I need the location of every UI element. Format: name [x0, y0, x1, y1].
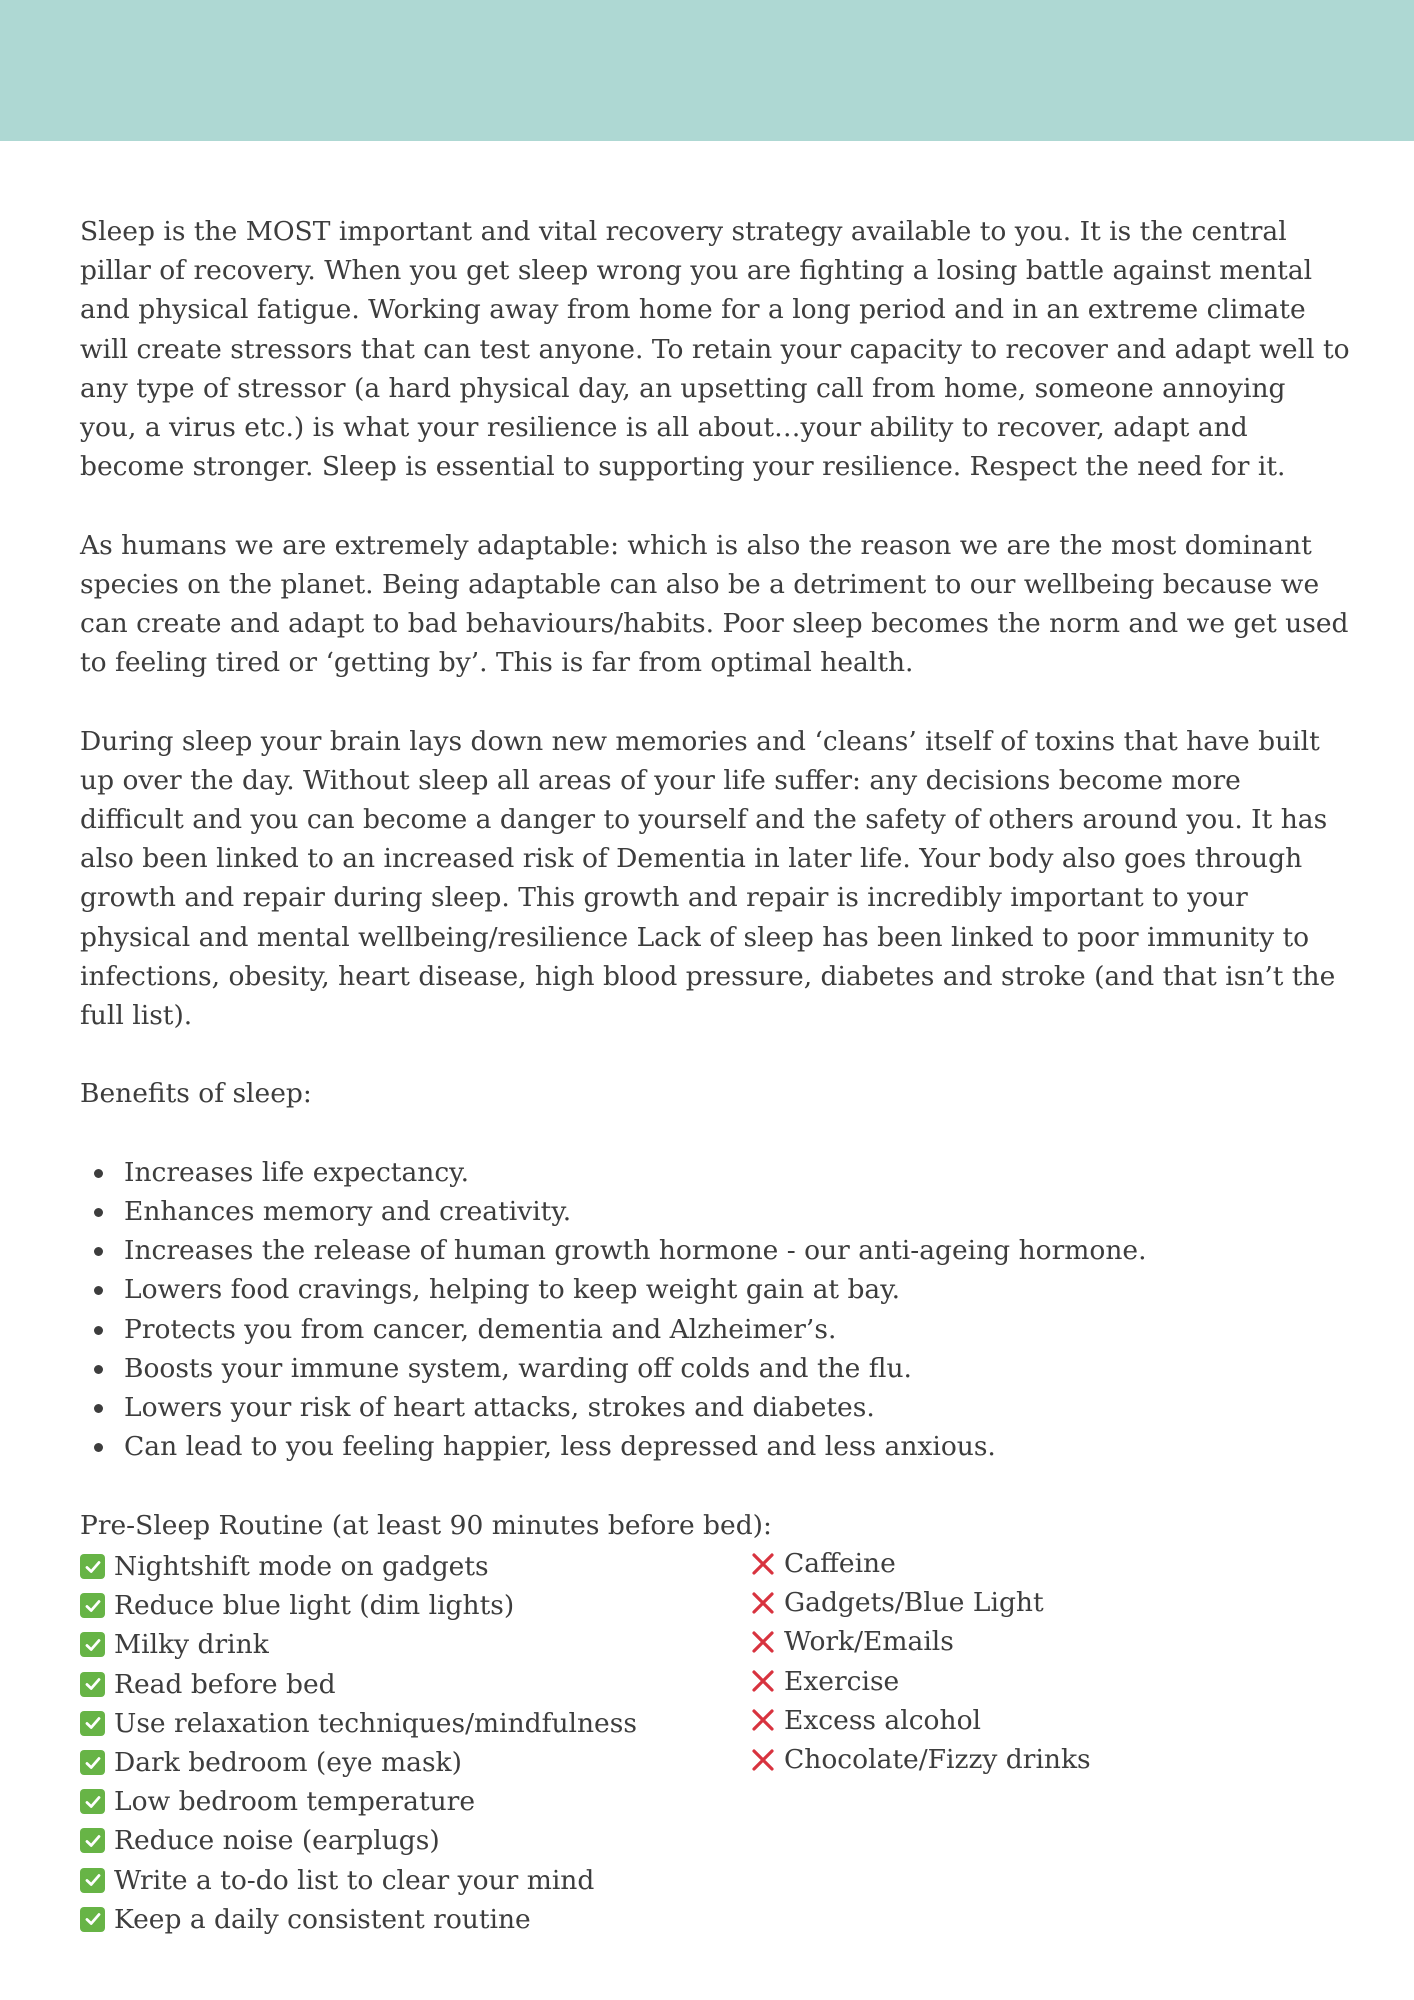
dont-item-label: Chocolate/Fizzy drinks [784, 1743, 1091, 1775]
check-icon [80, 1593, 105, 1618]
list-item [80, 1900, 720, 1939]
check-icon [80, 1750, 105, 1775]
dont-item-label: Caffeine [784, 1548, 896, 1579]
check-icon [80, 1868, 105, 1893]
list-item [750, 1740, 1270, 1779]
do-item-label: Read before bed [114, 1668, 336, 1700]
benefits-list [80, 1153, 1350, 1467]
list-item: Protects you from cancer, dementia and Alzheimer’s. [124, 1310, 1350, 1349]
check-icon [80, 1828, 105, 1853]
cross-icon [750, 1590, 776, 1616]
list-item [750, 1544, 1270, 1583]
dont-item-label: Gadgets/Blue Light [784, 1587, 1044, 1619]
list-item [80, 1547, 720, 1586]
check-icon [80, 1554, 105, 1579]
do-item-label: Write a to-do list to clear your mind [114, 1864, 595, 1896]
do-item-label: Nightshift mode on gadgets [114, 1551, 489, 1582]
list-item [80, 1782, 720, 1821]
bullet-icon [94, 1443, 103, 1452]
list-item [80, 1743, 720, 1782]
list-item [80, 1665, 720, 1704]
dont-list [750, 1544, 1270, 1779]
bullet-icon [94, 1247, 103, 1256]
list-item [750, 1662, 1270, 1701]
do-item-label: Reduce blue light (dim lights) [114, 1590, 515, 1622]
do-item-label: Use relaxation techniques/mindfulness [114, 1707, 637, 1739]
do-list [80, 1547, 720, 1939]
list-item [750, 1583, 1270, 1622]
header-band [0, 0, 1414, 141]
check-icon [80, 1907, 105, 1932]
check-icon [80, 1789, 105, 1814]
main-content [80, 212, 1350, 1584]
do-item-label: Reduce noise (earplugs) [114, 1825, 440, 1857]
cross-icon [750, 1629, 776, 1655]
cross-icon [750, 1707, 776, 1733]
do-item-label: Dark bedroom (eye mask) [114, 1746, 462, 1778]
benefits-heading: Benefits of sleep: [80, 1078, 312, 1110]
list-item [80, 1586, 720, 1625]
check-icon [80, 1672, 105, 1697]
dont-item-label: Excess alcohol [784, 1704, 982, 1736]
list-item: Increases life expectancy. [124, 1153, 1350, 1192]
list-item [80, 1821, 720, 1860]
do-item-label: Low bedroom temperature [114, 1786, 476, 1818]
paragraph-recovery: Sleep is the MOST important and vital recovery strategy available to you. It is the central pillar of recovery. When you get sleep wrong you are fighting a losing battle against mental and physical fatigue. Working away from home for a long period and in an extreme climate will create stressors that can test anyone. To retain your capacity to recover and adapt well to any type of stressor (a hard physical day, an upsetting call from home, someone annoying you, a virus etc.) is what your resilience is all about…your ability to recover, adapt and become stronger. Sleep is essential to supporting your resilience. Respect the need for it. [80, 216, 1350, 483]
cross-icon [750, 1747, 776, 1773]
list-item: Can lead to you feeling happier, less depressed and less anxious. [124, 1427, 1350, 1466]
bullet-icon [94, 1365, 103, 1374]
list-item [750, 1701, 1270, 1740]
check-icon [80, 1711, 105, 1736]
do-item-label: Keep a daily consistent routine [114, 1903, 531, 1935]
list-item: Boosts your immune system, warding off colds and the flu. [124, 1349, 1350, 1388]
dont-item-label: Work/Emails [784, 1626, 954, 1658]
list-item: Increases the release of human growth hormone - our anti-ageing hormone. [124, 1231, 1350, 1270]
do-item-label: Milky drink [114, 1629, 269, 1661]
bullet-icon [94, 1208, 103, 1217]
list-item: Enhances memory and creativity. [124, 1192, 1350, 1231]
check-icon [80, 1632, 105, 1657]
list-item [80, 1704, 720, 1743]
list-item: Lowers food cravings, helping to keep weight gain at bay. [124, 1270, 1350, 1309]
dont-item-label: Exercise [784, 1665, 900, 1697]
bullet-icon [94, 1404, 103, 1413]
list-item [80, 1625, 720, 1664]
paragraph-brain-repair: During sleep your brain lays down new memories and ‘cleans’ itself of toxins that have built up over the day. Without sleep all areas of your life suffer: any decisions become more difficult and you can become a danger to yourself and the safety of others around you. It has also been linked to an increased risk of Dementia in later life. Your body also goes through growth and repair during sleep. This growth and repair is incredibly important to your physical and mental wellbeing/resilience Lack of sleep has been linked to poor immunity to infections, obesity, heart disease, high blood pressure, diabetes and stroke (and that isn’t the full list). [80, 725, 1336, 1032]
list-item: Lowers your risk of heart attacks, strokes and diabetes. [124, 1388, 1350, 1427]
bullet-icon [94, 1326, 103, 1335]
list-item [80, 1861, 720, 1900]
cross-icon [750, 1551, 776, 1577]
bullet-icon [94, 1169, 103, 1178]
routine-heading: Pre-Sleep Routine (at least 90 minutes before bed): [80, 1509, 772, 1541]
cross-icon [750, 1668, 776, 1694]
bullet-icon [94, 1286, 103, 1295]
list-item [750, 1622, 1270, 1661]
paragraph-adaptability: As humans we are extremely adaptable: which is also the reason we are the most dominant species on the planet. Being adaptable can also be a detriment to our wellbeing because we can create and adapt to bad behaviours/habits. Poor sleep becomes the norm and we get used to feeling tired or ‘getting by’. This is far from optimal health. [80, 529, 1349, 679]
